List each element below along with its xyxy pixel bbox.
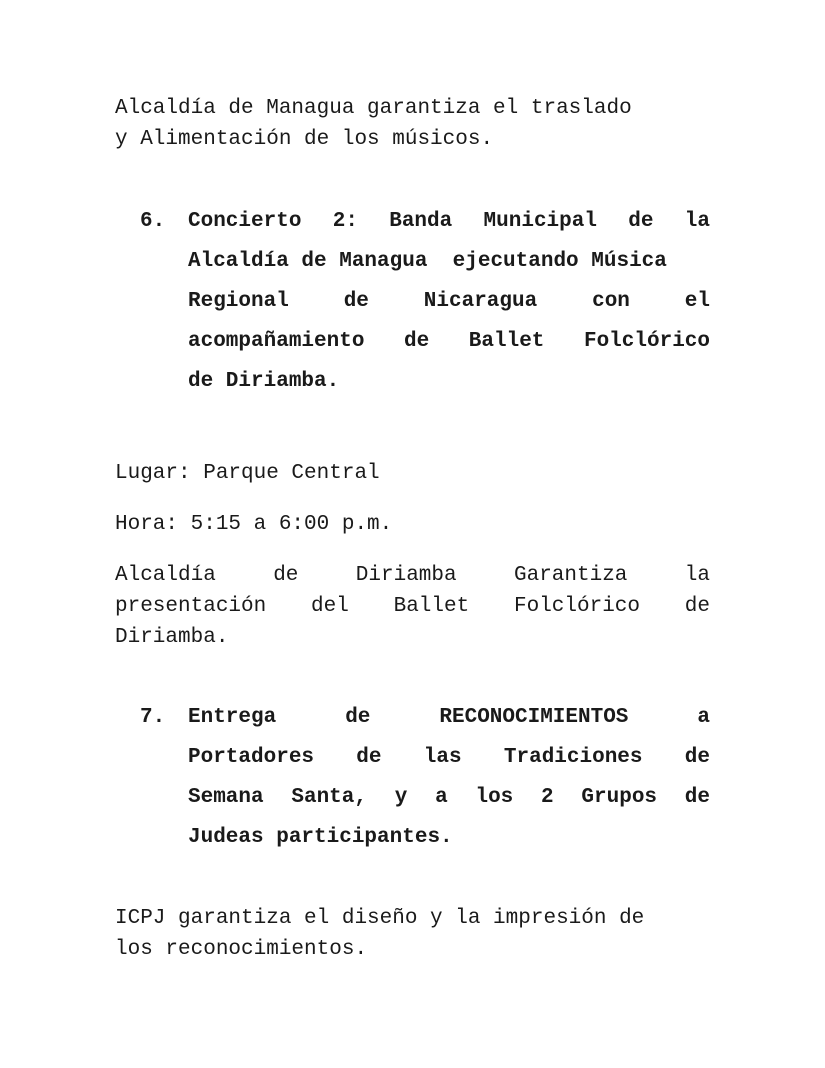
icpj-line-2: los reconocimientos. xyxy=(115,938,368,961)
list-item-6-number: 6. xyxy=(140,210,166,233)
list-item-7 xyxy=(140,698,710,863)
list-item-7-line: Entrega de RECONOCIMIENTOS a xyxy=(188,706,710,729)
list-item-6-line: Regional de Nicaragua con el xyxy=(188,290,710,313)
intro-line-1: Alcaldía de Managua garantiza el traslado xyxy=(115,97,632,120)
list-item-7-line: Judeas participantes. xyxy=(188,826,453,849)
lugar-line: Lugar: Parque Central xyxy=(115,462,380,485)
list-item-6-line: acompañamiento de Ballet Folclórico xyxy=(188,330,710,353)
intro-line-2: y Alimentación de los músicos. xyxy=(115,128,494,151)
list-item-7-line: Portadores de las Tradiciones de xyxy=(188,746,710,769)
intro-paragraph xyxy=(115,93,710,155)
hora-line: Hora: 5:15 a 6:00 p.m. xyxy=(115,513,393,536)
list-item-6-text xyxy=(188,202,710,402)
list-item-7-text xyxy=(188,698,710,858)
list-item-6-line: de Diriamba. xyxy=(188,370,340,393)
diriamba-line-3: Diriamba. xyxy=(115,626,229,649)
diriamba-paragraph xyxy=(115,560,710,653)
icpj-paragraph xyxy=(115,903,710,965)
icpj-line-1: ICPJ garantiza el diseño y la impresión de xyxy=(115,907,645,930)
list-item-6-line: Alcaldía de Managua ejecutando Música xyxy=(188,250,667,273)
diriamba-line-1: Alcaldía de Diriamba Garantiza la xyxy=(115,564,710,587)
hora-text xyxy=(115,509,710,540)
list-item-6-line: Concierto 2: Banda Municipal de la xyxy=(188,210,710,233)
list-item-7-line: Semana Santa, y a los 2 Grupos de xyxy=(188,786,710,809)
diriamba-line-2: presentación del Ballet Folclórico de xyxy=(115,595,710,618)
list-item-7-number: 7. xyxy=(140,706,166,729)
list-item-6 xyxy=(140,202,710,407)
lugar-text xyxy=(115,458,710,489)
